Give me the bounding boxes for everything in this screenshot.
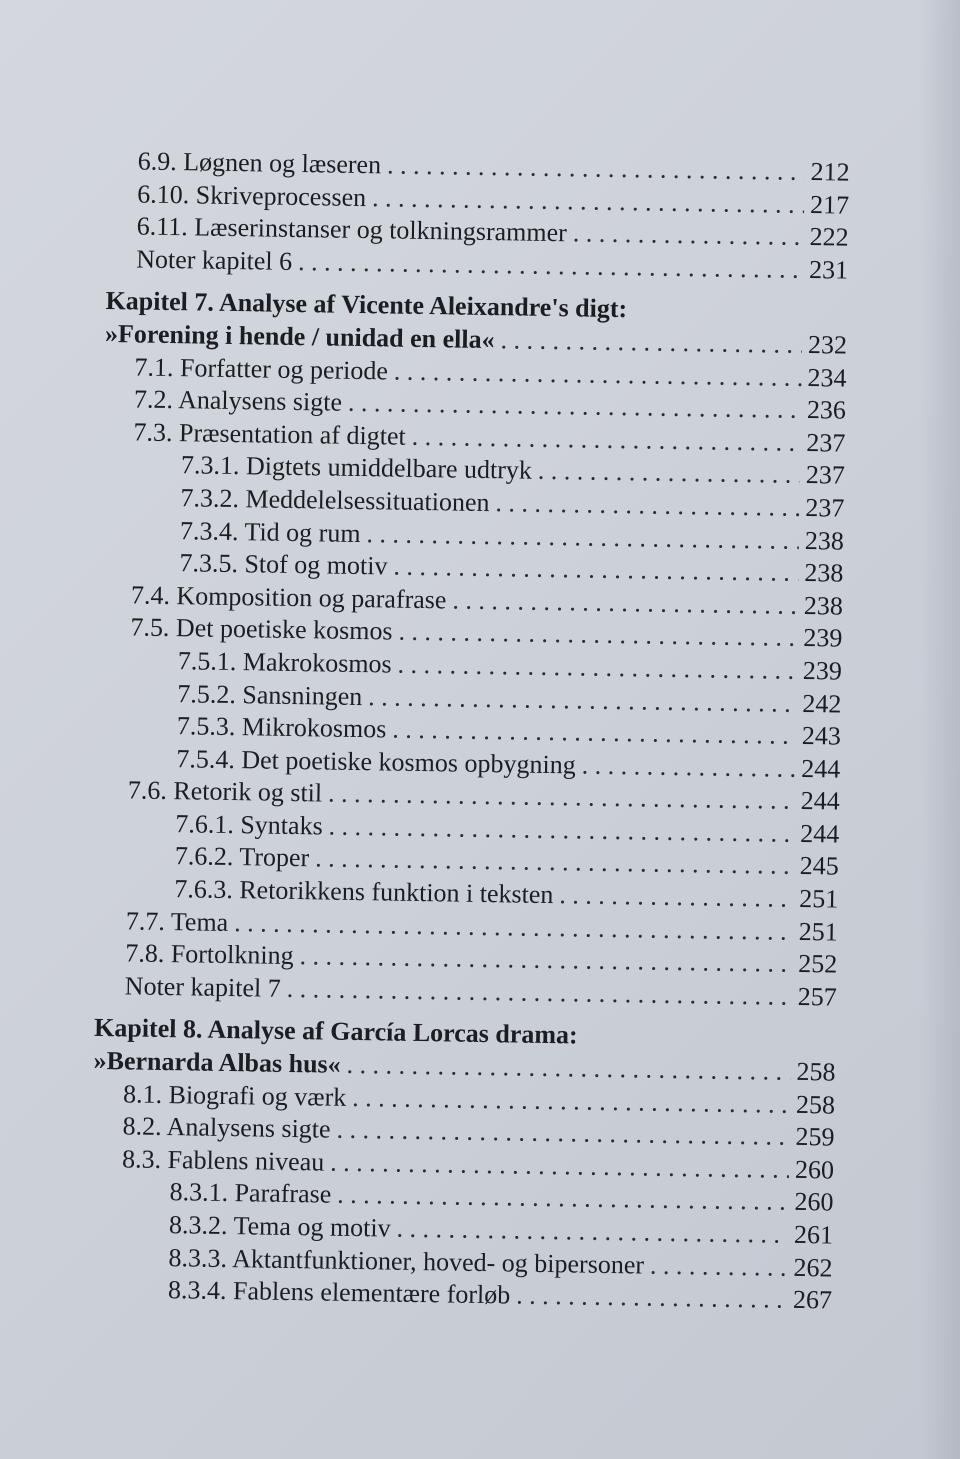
toc-entry-label: 7.5.3. Mikrokosmos [176,711,387,744]
toc-page-number: 243 [801,721,842,751]
dot-leader [372,183,805,220]
dot-leader [337,1180,789,1217]
toc-entry-label: 7.1. Forfatter og periode [134,352,389,385]
toc-entry-label: 7.3.2. Meddelelsessituationen [180,483,490,517]
toc-entry-label: 8.3.1. Parafrase [169,1177,332,1210]
chapter-heading: Kapitel 7. Analyse af Vicente Aleixandre's digt: [105,286,628,324]
toc-page-number: 258 [796,1056,836,1087]
toc-page-number: 260 [794,1187,834,1217]
toc-page-number: 237 [805,492,845,523]
toc-entry-label: 6.9. Løgnen og læseren [137,146,382,180]
dot-leader [573,219,804,253]
toc-page-number: 239 [802,655,843,686]
toc-page-number: 231 [808,254,849,285]
dot-leader [396,1214,788,1250]
toc-entry-label: 8.3. Fablens niveau [121,1144,325,1177]
dot-leader [495,488,799,523]
toc-page-number: 262 [793,1252,833,1283]
toc-page-number: 267 [792,1285,833,1315]
toc-entry-label: 7.5. Det poetiske kosmos [130,612,393,646]
toc-page-number: 251 [798,916,838,947]
toc-page-number: 222 [809,222,849,252]
toc-entry-label: 8.1. Biografi og værk [122,1078,347,1112]
dot-leader [393,552,798,588]
dot-leader [500,325,802,360]
dot-leader [328,811,794,848]
dot-leader [650,1250,788,1282]
toc-entry-label: Noter kapitel 7 [124,971,281,1003]
toc-entry-label: »Forening i hende / unidad en ella« [104,318,495,355]
toc-entry-label: 8.3.2. Tema og motiv [168,1210,391,1243]
toc-page-number: 245 [799,851,840,882]
toc-entry-label: 8.3.3. Aktantfunktioner, hoved- og bipersoner [168,1242,645,1280]
toc-page-number: 234 [807,362,847,393]
toc-entry-label: 7.8. Fortolkning [125,938,294,971]
toc-page-number: 238 [804,525,845,556]
toc-entry-label: 8.3.4. Fablens elementære forløb [167,1275,511,1310]
toc-page-number: 252 [798,949,838,979]
dot-leader [352,1083,790,1120]
toc-entry-label: 7.6.3. Retorikkens funktion i teksten [174,874,554,910]
toc-entry-label: 7.5.4. Det poetiske kosmos opbygning [176,743,576,780]
toc-entry-label: 7.6. Retorik og stil [127,775,323,808]
toc-entry-label: 7.4. Komposition og parafrase [130,580,447,615]
toc-page-number: 237 [806,427,846,458]
dot-leader [330,1147,789,1184]
dot-leader [452,585,798,620]
dot-leader [411,422,800,458]
toc-page-number: 239 [803,623,843,653]
dot-leader [538,456,801,490]
dot-leader [366,519,799,556]
dot-leader [315,844,794,882]
toc-entry-label: 7.3.5. Stof og motiv [179,548,388,581]
dot-leader [348,388,801,425]
toc-page-number: 244 [800,818,840,849]
toc-page-number: 238 [803,590,844,621]
toc-entry-label: »Bernarda Albas hus« [93,1045,341,1079]
toc-entry-label: 7.5.2. Sansningen [177,678,363,711]
toc-page-number: 237 [805,460,846,490]
chapter-heading: Kapitel 8. Analyse af García Lorcas drama: [93,1013,578,1050]
dot-leader [559,880,793,914]
toc-page-number: 261 [793,1219,834,1250]
toc-page-number: 238 [804,558,844,588]
toc-entry-label: 7.3.1. Digtets umiddelbare udtryk [180,450,533,486]
toc-page-number: 242 [802,688,842,719]
toc-entry-label: 6.11. Læserinstanser og tolkningsrammer [136,211,568,248]
toc-entry-label: 7.5.1. Makrokosmos [177,646,392,679]
toc-page-number: 244 [801,753,841,784]
toc-page-number: 257 [797,981,837,1012]
toc-entry-label: 7.7. Tema [125,906,229,937]
dot-leader [581,750,795,783]
toc-page-number: 212 [810,157,850,187]
toc-entry-label: 7.6.2. Troper [174,841,310,873]
toc-page-number: 251 [799,884,839,914]
dot-leader [397,650,797,686]
toc-entry-label: 7.3. Præsentation af digtet [133,417,406,451]
toc-entry-label: 7.2. Analysens sigte [133,384,343,417]
toc-entry-label: 7.6.1. Syntaks [175,809,323,841]
toc-entry-label: 7.3.4. Tid og rum [179,515,361,548]
dot-leader [299,941,792,979]
dot-leader [516,1281,787,1315]
toc-page-number: 259 [795,1122,835,1152]
toc-entry-label: 6.10. Skriveprocessen [137,179,367,212]
toc-page-number: 232 [807,329,848,360]
dot-leader [328,779,795,816]
dot-leader [336,1115,789,1152]
table-of-contents [90,146,850,1318]
dot-leader [387,150,805,187]
dot-leader [368,682,797,719]
toc-page-number: 217 [809,189,850,220]
toc-page-number: 236 [806,395,847,425]
toc-page-number: 258 [795,1089,836,1120]
toc-page-number: 260 [794,1154,835,1185]
toc-entry-label: 8.2. Analysens sigte [122,1111,331,1144]
dot-leader [392,715,796,751]
toc-entry-label: Noter kapitel 6 [136,244,293,276]
dot-leader [346,1050,790,1087]
dot-leader [394,356,802,392]
dot-leader [398,617,797,653]
toc-page-number: 244 [800,786,841,816]
